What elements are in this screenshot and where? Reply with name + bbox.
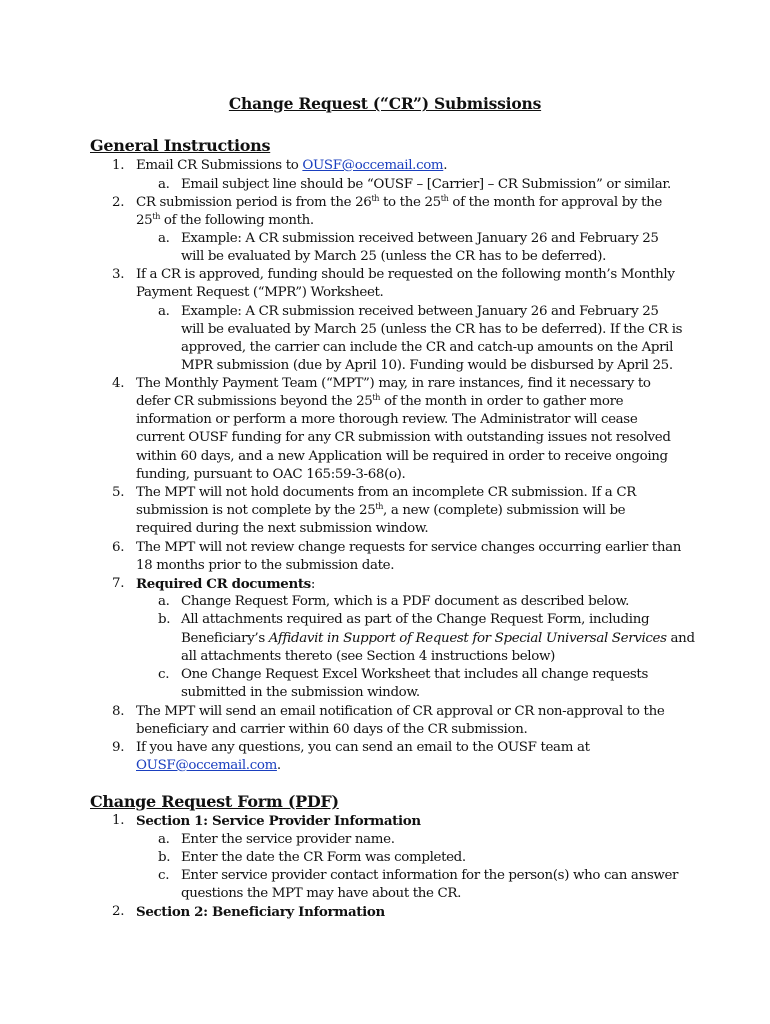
list-item-line: submitted in the submission window. (181, 685, 420, 700)
email-link[interactable]: OUSF@occemail.com (136, 758, 277, 773)
list-item-line: funding, pursuant to OAC 165:59-3-68(o). (136, 467, 406, 482)
list-item: Change Request Form, which is a PDF document as described below. (181, 594, 629, 609)
list-number: 2. (112, 195, 125, 210)
list-item: All attachments required as part of the Change Request Form, including (181, 612, 650, 627)
list-item-line: required during the next submission window. (136, 521, 429, 536)
list-item: Enter the date the CR Form was completed. (181, 850, 466, 865)
list-item-line: Payment Request (“MPR”) Worksheet. (136, 285, 384, 300)
list-item: The Monthly Payment Team (“MPT”) may, in rare instances, find it necessary to (136, 376, 651, 391)
list-number: 9. (112, 740, 125, 755)
list-item-line: all attachments thereto (see Section 4 instructions below) (181, 649, 555, 664)
list-marker: b. (158, 850, 171, 865)
list-item-line: beneficiary and carrier within 60 days of the CR submission. (136, 722, 528, 737)
list-item-line: questions the MPT may have about the CR. (181, 886, 462, 901)
list-item-line: information or perform a more thorough review. The Administrator will cease (136, 412, 638, 427)
list-item: Email subject line should be “OUSF – [Carrier] – CR Submission” or similar. (181, 177, 671, 192)
list-item: Section 1: Service Provider Information (136, 813, 421, 829)
list-number: 3. (112, 267, 125, 282)
email-link[interactable]: OUSF@occemail.com (302, 158, 444, 173)
list-item-line: Beneficiary’s Affidavit in Support of Request for Special Universal Services and (181, 631, 695, 646)
list-item: Section 2: Beneficiary Information (136, 904, 385, 920)
list-item: Email CR Submissions to OUSF@occemail.com. (136, 158, 448, 173)
list-item: One Change Request Excel Worksheet that includes all change requests (181, 667, 648, 682)
list-item: The MPT will not hold documents from an incomplete CR submission. If a CR (136, 485, 636, 500)
list-marker: c. (158, 868, 170, 883)
list-item-line: within 60 days, and a new Application will be required in order to receive ongoing (136, 449, 668, 464)
list-marker: a. (158, 832, 170, 847)
list-item-line: defer CR submissions beyond the 25th of the month in order to gather more (136, 393, 624, 409)
list-item: Example: A CR submission received between January 26 and February 25 (181, 231, 659, 246)
list-marker: a. (158, 594, 170, 609)
list-item-line: 25th of the following month. (136, 212, 314, 228)
list-item: Example: A CR submission received between January 26 and February 25 (181, 304, 659, 319)
list-item-line: current OUSF funding for any CR submission with outstanding issues not resolved (136, 430, 671, 445)
list-item: Enter the service provider name. (181, 832, 395, 847)
page-title: Change Request (“CR”) Submissions (228, 94, 542, 113)
list-number: 2. (112, 904, 125, 919)
list-number: 8. (112, 704, 125, 719)
list-marker: c. (158, 667, 170, 682)
list-item: Enter service provider contact information for the person(s) who can answer (181, 868, 679, 883)
list-number: 7. (112, 576, 125, 591)
list-marker: a. (158, 231, 170, 246)
list-item: Required CR documents: (136, 576, 316, 592)
list-item-line: OUSF@occemail.com. (136, 758, 281, 773)
list-item-line: will be evaluated by March 25 (unless the CR has to be deferred). (181, 249, 607, 264)
list-item: The MPT will send an email notification of CR approval or CR non-approval to the (136, 704, 665, 719)
list-item-line: will be evaluated by March 25 (unless the CR has to be deferred). If the CR is (181, 322, 683, 337)
list-item: If a CR is approved, funding should be requested on the following month’s Monthly (136, 267, 675, 282)
list-item: The MPT will not review change requests for service changes occurring earlier than (136, 540, 682, 555)
list-number: 1. (112, 158, 125, 173)
list-item: CR submission period is from the 26th to the 25th of the month for approval by the (136, 194, 662, 210)
list-marker: a. (158, 177, 170, 192)
section-heading-general-instructions: General Instructions (90, 136, 271, 155)
list-item-line: MPR submission (due by April 10). Funding would be disbursed by April 25. (181, 358, 673, 373)
list-number: 5. (112, 485, 125, 500)
list-item-line: 18 months prior to the submission date. (136, 558, 395, 573)
list-number: 6. (112, 540, 125, 555)
list-marker: b. (158, 612, 171, 627)
section-heading-change-request-form: Change Request Form (PDF) (90, 792, 339, 811)
list-item-line: approved, the carrier can include the CR and catch-up amounts on the April (181, 340, 674, 355)
list-marker: a. (158, 304, 170, 319)
list-item: If you have any questions, you can send an email to the OUSF team at (136, 740, 590, 755)
list-number: 4. (112, 376, 125, 391)
list-item-line: submission is not complete by the 25th, a new (complete) submission will be (136, 502, 626, 518)
list-number: 1. (112, 813, 125, 828)
